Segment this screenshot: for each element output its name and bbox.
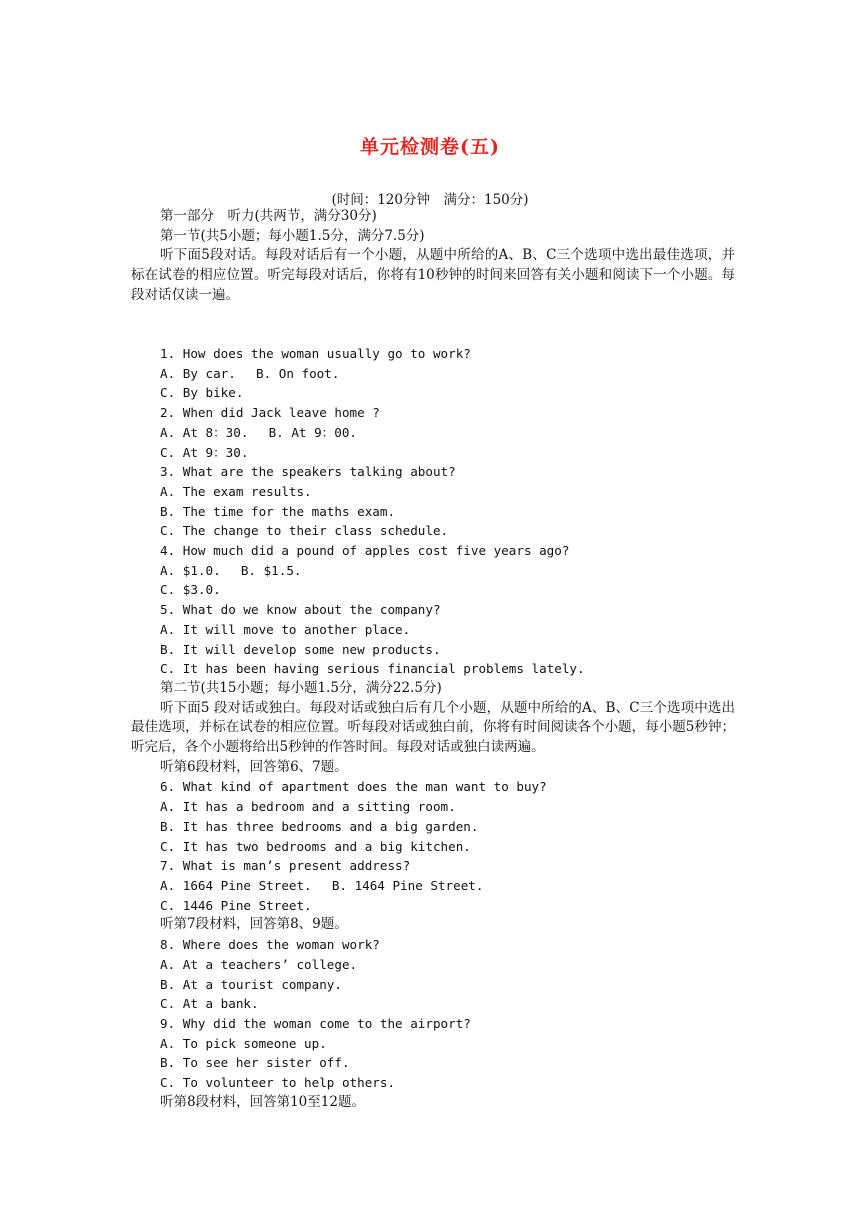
option-line: A. To pick someone up.	[160, 1035, 327, 1051]
question-text: 7. What is man’s present address?	[160, 858, 411, 874]
part-heading: 第一部分 听力(共两节，满分30分)	[160, 208, 377, 224]
question-text: 4. How much did a pound of apples cost five years ago?	[160, 543, 570, 559]
option-line: C. To volunteer to help others.	[160, 1075, 396, 1091]
option-line: B. It will develop some new products.	[160, 641, 441, 657]
section2-instructions: 听下面5 段对话或独白。每段对话或独白后有几个小题，从题中所给的A、B、C三个选项中选出最佳选项，并标在试卷的相应位置。听每段对话或独白前，你将有时间阅读各个小题，每小题5秒钟；听完后，各个小题将给出5秒钟的作答时间。每段对话或独白读两遍。	[131, 699, 735, 756]
question-text: 5. What do we know about the company?	[160, 602, 441, 618]
option-line: B. It has three bedrooms and a big garden.	[160, 818, 479, 834]
question-text: 8. Where does the woman work?	[160, 937, 380, 953]
section1-heading: 第一节(共5小题；每小题1.5分，满分7.5分)	[160, 227, 425, 244]
material-heading: 听第8段材料，回答第10至12题。	[160, 1093, 365, 1110]
option-line: C. At a bank.	[160, 996, 259, 1012]
section1-instructions: 听下面5段对话。每段对话后有一个小题，从题中所给的A、B、C三个选项中选出最佳选项，并标在试卷的相应位置。听完每段对话后，你将有10秒钟的时间来回答有关小题和阅读下一个小题。每段对话仅读一遍。	[131, 247, 735, 303]
option-line: A. It will move to another place.	[160, 621, 411, 637]
question-text: 2. When did Jack leave home ?	[160, 405, 380, 421]
option-line: A. $1.0. B. $1.5.	[160, 562, 302, 578]
page-title: 单元检测卷(五)	[360, 136, 500, 158]
option-line: A. It has a bedroom and a sitting room.	[160, 799, 456, 815]
material-heading: 听第6段材料，回答第6、7题。	[160, 758, 348, 775]
material-heading: 听第7段材料，回答第8、9题。	[160, 916, 348, 933]
option-line: A. At 8：30. B. At 9：00.	[160, 424, 358, 440]
exam-meta: (时间：120分钟 满分：150分)	[331, 192, 529, 208]
intro-block	[131, 207, 735, 306]
option-line: A. The exam results.	[160, 483, 312, 499]
option-line: C. The change to their class schedule.	[160, 523, 449, 539]
option-line: B. The time for the maths exam.	[160, 503, 396, 519]
option-line: B. To see her sister off.	[160, 1055, 350, 1071]
option-line: A. At a teachers’ college.	[160, 956, 358, 972]
option-line: B. At a tourist company.	[160, 976, 342, 992]
section2-heading: 第二节(共15小题；每小题1.5分，满分22.5分)	[160, 679, 442, 696]
question-text: 1. How does the woman usually go to work?	[160, 346, 471, 361]
question-list	[131, 344, 735, 1112]
question-text: 9. Why did the woman come to the airport?	[160, 1015, 471, 1031]
question-text: 3. What are the speakers talking about?	[160, 464, 456, 480]
option-line: C. By bike.	[160, 385, 244, 401]
question-text: 6. What kind of apartment does the man want to buy?	[160, 779, 547, 795]
option-line: C. It has been having serious financial problems lately.	[160, 661, 585, 677]
option-line: C. 1446 Pine Street.	[160, 897, 312, 913]
option-line: C. At 9：30.	[160, 444, 249, 460]
option-line: C. $3.0.	[160, 582, 221, 598]
option-line: A. 1664 Pine Street. B. 1464 Pine Street.	[160, 877, 484, 893]
option-line: C. It has two bedrooms and a big kitchen.	[160, 838, 471, 854]
option-line: A. By car. B. On foot.	[160, 365, 340, 381]
